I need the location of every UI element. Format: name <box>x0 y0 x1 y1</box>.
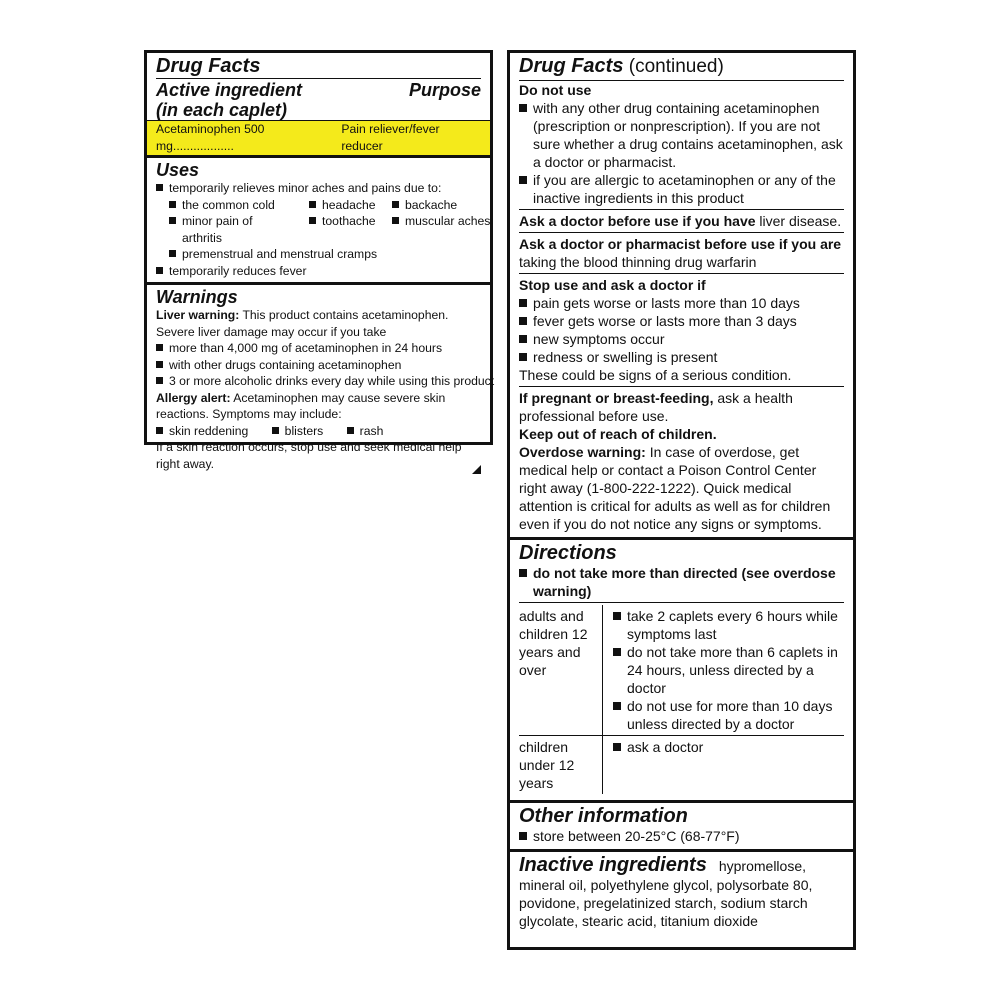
divider <box>519 386 844 387</box>
continued-label: (continued) <box>623 56 724 77</box>
continued-arrow-icon <box>472 465 481 474</box>
drug-facts-continued-title <box>519 55 844 81</box>
ask-doctor-text: liver disease. <box>755 213 842 229</box>
liver-item: 3 or more alcoholic drinks every day while using this product <box>156 373 481 390</box>
allergy-item: rash <box>347 423 384 440</box>
divider <box>519 273 844 274</box>
divider <box>519 232 844 233</box>
pregnancy-text: ask a health professional before use. <box>519 390 793 424</box>
ask-pharmacist-text: taking the blood thinning drug warfarin <box>519 254 757 270</box>
directions-body <box>519 564 844 794</box>
uses-intro: temporarily relieves minor aches and pains due to: <box>156 180 481 197</box>
drug-facts-panel-left <box>144 50 495 471</box>
adults-item: take 2 caplets every 6 hours while symptoms last <box>613 607 844 643</box>
warnings-title: Warnings <box>156 287 238 307</box>
allergy-items <box>156 423 481 440</box>
warnings-body <box>156 307 495 472</box>
inactive-ingredients-body <box>519 854 844 930</box>
stop-use-item: new symptoms occur <box>519 330 844 348</box>
warnings-section <box>147 285 495 480</box>
liver-item: with other drugs containing acetaminophen <box>156 357 481 374</box>
uses-section <box>147 158 490 285</box>
allergy-alert <box>156 390 481 423</box>
active-heading-line2: (in each caplet) <box>156 100 288 120</box>
children-instructions <box>603 736 844 794</box>
drug-facts-panel-right <box>507 50 856 950</box>
active-ingredient-heading <box>156 80 302 120</box>
uses-item: muscular aches <box>392 213 490 230</box>
keep-out-of-reach: Keep out of reach of children. <box>519 426 717 442</box>
stop-use-title: Stop use and ask a doctor if <box>519 277 706 293</box>
directions-section <box>510 540 853 803</box>
do-not-use-item: if you are allergic to acetaminophen or any of the inactive ingredients in this product <box>519 171 844 207</box>
drug-facts-title: Drug Facts <box>156 55 481 79</box>
uses-grid <box>156 197 491 247</box>
other-information-item: store between 20-25°C (68-77°F) <box>519 827 844 845</box>
allergy-item: blisters <box>272 423 324 440</box>
adults-instructions <box>603 605 844 735</box>
uses-item: headache <box>309 197 376 214</box>
stop-use-item: fever gets worse or lasts more than 3 days <box>519 312 844 330</box>
liver-warning-label: Liver warning: <box>156 308 240 322</box>
ask-doctor-bold: Ask a doctor before use if you have <box>519 213 756 229</box>
do-not-use-title: Do not use <box>519 82 592 98</box>
directions-note: do not take more than directed (see overdose warning) <box>519 564 844 603</box>
drug-facts-title-right: Drug Facts <box>519 55 624 77</box>
adults-label: adults and children 12 years and over <box>519 605 603 735</box>
allergy-alert-text: Acetaminophen may cause severe skin reactions. Symptoms may include: <box>156 390 446 421</box>
directions-table <box>519 605 844 794</box>
adults-item: do not take more than 6 caplets in 24 hours, unless directed by a doctor <box>613 643 844 697</box>
children-label: children under 12 years <box>519 736 603 794</box>
other-information-title: Other information <box>519 805 688 827</box>
overdose-warning <box>519 443 844 537</box>
active-heading-line1: Active ingredient <box>156 80 303 100</box>
pregnancy-warning <box>519 389 844 425</box>
liver-warning-text: This product contains acetaminophen. Severe liver damage may occur if you take <box>156 308 449 339</box>
liver-item: more than 4,000 mg of acetaminophen in 24 hours <box>156 340 481 357</box>
allergy-item: skin reddening <box>156 423 248 440</box>
inactive-ingredients-section <box>510 852 853 933</box>
overdose-text: In case of overdose, get medical help or contact a Poison Control Center right away (1-800-222-1222). Quick medical attention is critical for adults as well as for children even if you do not notice any signs or symptoms. <box>519 444 831 532</box>
children-item: ask a doctor <box>613 738 844 756</box>
pregnancy-bold: If pregnant or breast-feeding, <box>519 390 714 406</box>
directions-title: Directions <box>519 542 617 564</box>
ingredient-name: Acetaminophen 500 mg.................. <box>156 122 265 153</box>
overdose-label: Overdose warning: <box>519 444 646 460</box>
skin-reaction-text: If a skin reaction occurs, stop use and seek medical help right away. <box>156 440 462 471</box>
liver-warning <box>156 307 481 340</box>
stop-use-item: redness or swelling is present <box>519 348 844 366</box>
divider <box>519 209 844 210</box>
stop-use-note: These could be signs of a serious condition. <box>519 367 792 383</box>
ask-pharmacist-bold: Ask a doctor or pharmacist before use if you are <box>519 236 842 252</box>
allergy-alert-label: Allergy alert: <box>156 390 231 405</box>
purpose-heading: Purpose <box>408 80 481 100</box>
uses-title: Uses <box>156 160 200 180</box>
active-heading-row <box>156 80 481 120</box>
uses-item: minor pain of arthritis <box>169 213 289 246</box>
inactive-ingredients-text: hypromellose, mineral oil, polyethylene glycol, polysorbate 80, povidone, pregelatinized starch, sodium starch glycolate, stearic acid, titanium dioxide <box>519 858 813 929</box>
adults-item: do not use for more than 10 days unless directed by a doctor <box>613 697 844 733</box>
warnings-continued-body <box>519 81 844 537</box>
other-information-section <box>510 803 853 852</box>
active-ingredient-section <box>147 53 490 158</box>
do-not-use-section <box>510 53 853 540</box>
uses-item: premenstrual and menstrual cramps <box>169 246 377 263</box>
ingredient-highlight-row <box>147 120 490 155</box>
uses-item: backache <box>392 197 457 214</box>
do-not-use-item: with any other drug containing acetaminophen (prescription or nonprescription). If you are not sure whether a drug contains acetaminophen, ask a doctor or pharmacist. <box>519 99 844 171</box>
inactive-ingredients-title: Inactive ingredients <box>519 854 707 876</box>
uses-body <box>156 180 491 279</box>
ask-doctor-line <box>519 212 844 230</box>
uses-item: the common cold <box>169 197 275 214</box>
stop-use-item: pain gets worse or lasts more than 10 days <box>519 294 844 312</box>
uses-fever: temporarily reduces fever <box>156 263 481 280</box>
other-information-body <box>519 827 844 845</box>
uses-item: toothache <box>309 213 376 230</box>
ingredient-purpose: Pain reliever/fever reducer <box>341 122 440 153</box>
